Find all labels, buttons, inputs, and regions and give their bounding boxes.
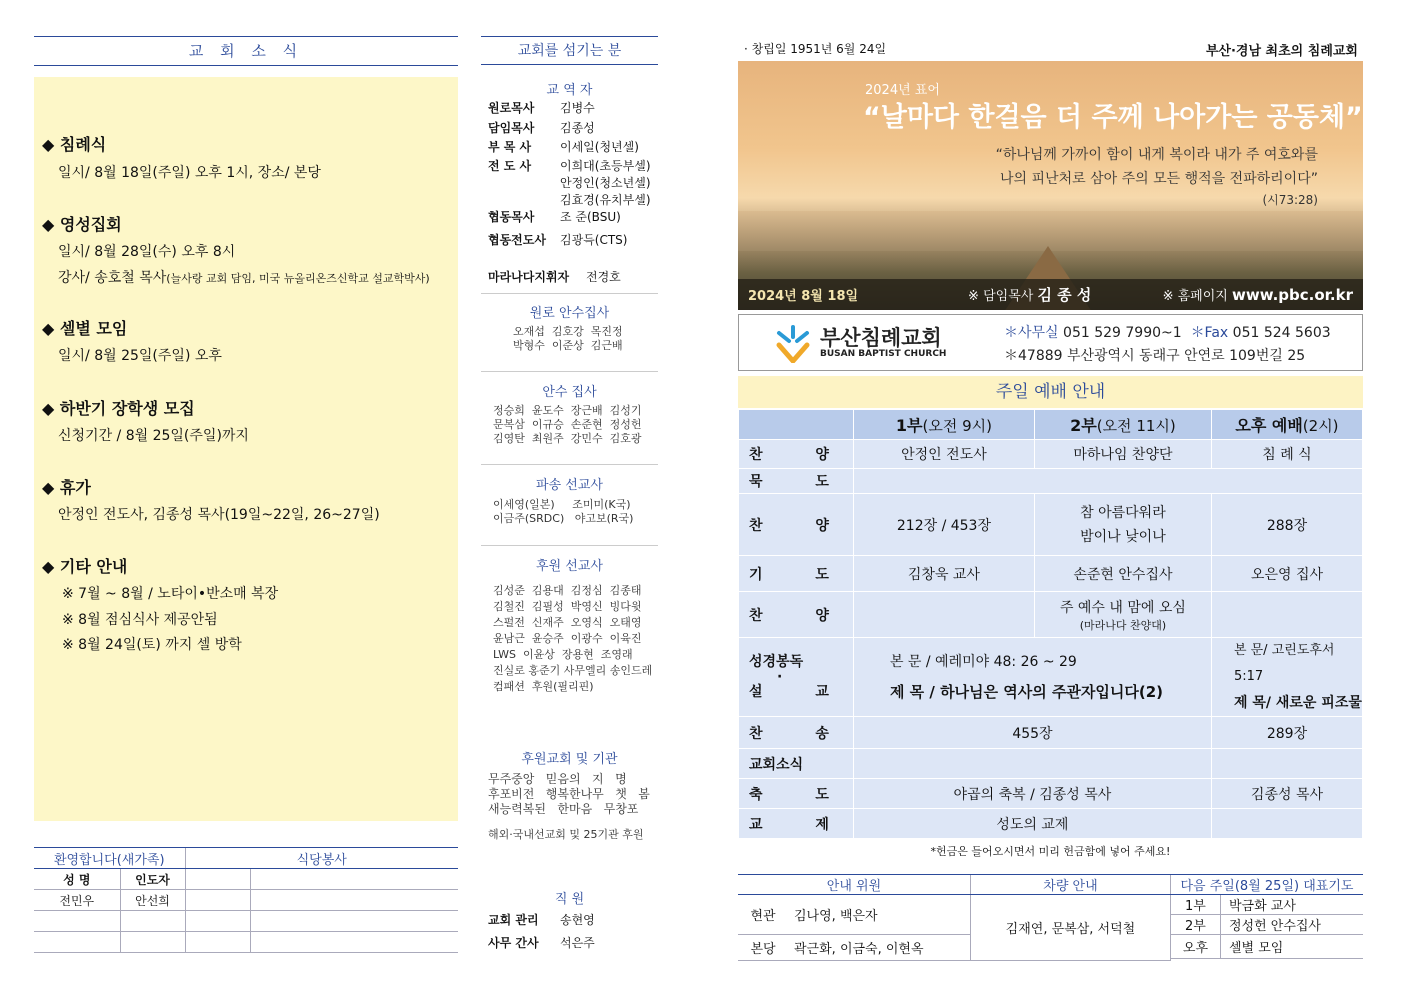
minister-name: 김병수 bbox=[560, 101, 595, 115]
founded-date: · 창립일 1951년 6월 24일 bbox=[744, 42, 887, 56]
prayer-leader: 정성헌 안수집사 bbox=[1220, 915, 1363, 935]
table-row bbox=[739, 779, 1363, 809]
table-row bbox=[34, 911, 458, 932]
usher-names: 김나영, 백은자 bbox=[788, 895, 970, 935]
cell bbox=[1034, 494, 1211, 556]
hymn-line: 밤이나 낮이나 bbox=[1080, 528, 1166, 545]
office-label: ＊사무실 bbox=[1004, 325, 1059, 341]
staff-name: 석은주 bbox=[560, 936, 595, 950]
news-line: 일시/ 8월 18일(주일) 오후 1시, 장소/ 본당 bbox=[58, 165, 321, 181]
bulletin-date: 2024년 8월 18일 bbox=[748, 289, 859, 304]
prayer-leader: 박금화 교사 bbox=[1220, 895, 1363, 915]
pm-sermon-title: 제 목/ 새로운 피조물 bbox=[1233, 695, 1362, 711]
minister-row bbox=[488, 157, 651, 174]
welcome-table bbox=[34, 847, 458, 953]
church-news-title: 교 회 소 식 bbox=[34, 36, 458, 66]
scripture-text: 본 문 / 예레미야 48: 26 ~ 29 bbox=[889, 654, 1077, 670]
row-label: 찬 양 bbox=[739, 440, 854, 469]
homepage-url[interactable]: www.pbc.or.kr bbox=[1231, 286, 1353, 304]
news-heading-other: ◆ 기타 안내 bbox=[42, 557, 128, 576]
support-org-title: 후원교회 및 기관 bbox=[521, 752, 618, 767]
service-pm-name: 오후 예배 bbox=[1235, 416, 1303, 435]
minister-name: 김광득(CTS) bbox=[560, 233, 628, 247]
prayer-title: 다음 주일(8월 25일) 대표기도 bbox=[1170, 875, 1363, 895]
cell: 289장 bbox=[1211, 717, 1362, 749]
elder-deacon-names: 오재섭 김호강 목진정 박형수 이준상 김근배 bbox=[513, 325, 623, 352]
newcomer-name: 전민우 bbox=[34, 890, 120, 911]
pm-scripture: 본 문/ 고린도후서 5:17 bbox=[1233, 643, 1335, 684]
staff-role: 교회 관리 bbox=[488, 913, 539, 927]
welcome-title: 환영합니다(새가족) bbox=[34, 848, 185, 869]
sent-missionary-title: 파송 선교사 bbox=[536, 478, 603, 493]
divider bbox=[481, 371, 658, 372]
news-heading-revival: ◆ 영성집회 bbox=[42, 215, 122, 234]
church-slogan: 부산·경남 최초의 침례교회 bbox=[1205, 44, 1358, 59]
minister-role: 부 목 사 bbox=[488, 140, 532, 154]
service-1-time: (오전 9시) bbox=[922, 417, 992, 435]
ministers-title: 교 역 자 bbox=[546, 83, 593, 98]
cell: 김종성 목사 bbox=[1211, 779, 1362, 809]
senior-pastor bbox=[968, 284, 1091, 305]
banner-info-bar bbox=[738, 279, 1363, 310]
minister-role: 담임목사 bbox=[488, 121, 535, 135]
table-row bbox=[739, 749, 1363, 779]
minister-role: 전 도 사 bbox=[488, 159, 532, 173]
church-logo-icon bbox=[773, 323, 813, 363]
news-line: 일시/ 8월 28일(수) 오후 8시 bbox=[58, 244, 236, 260]
church-name: 부산침례교회 bbox=[820, 326, 942, 350]
support-org-names: 무주중앙 믿음의 지 명 후포비전 행복한나무 챗 봄 새능력복된 한마음 무창포 bbox=[488, 772, 650, 816]
offering-note: *헌금은 들어오시면서 미리 헌금함에 넣어 주세요! bbox=[930, 845, 1171, 858]
support-missionary-title: 후원 선교사 bbox=[536, 559, 603, 574]
table-row bbox=[739, 494, 1363, 556]
office-phone: 051 529 7990~1 bbox=[1063, 325, 1182, 341]
row-label: 교회소식 bbox=[739, 749, 854, 779]
cell: 손준현 안수집사 bbox=[1034, 556, 1211, 592]
table-row bbox=[34, 890, 458, 911]
row-label: 묵 도 bbox=[739, 469, 854, 494]
office-contact bbox=[1004, 322, 1331, 342]
service-pm-time: (2시) bbox=[1302, 417, 1339, 435]
prayer-service: 1부 bbox=[1170, 895, 1220, 915]
cell: 야곱의 축복 / 김종성 목사 bbox=[853, 779, 1211, 809]
table-row bbox=[739, 556, 1363, 592]
table-row bbox=[739, 638, 1363, 717]
motto-banner bbox=[738, 61, 1363, 310]
minister-role bbox=[488, 174, 560, 191]
worship-guide-title: 주일 예배 안내 bbox=[738, 376, 1363, 408]
motto-verse bbox=[978, 143, 1318, 191]
minister-row bbox=[488, 174, 651, 191]
choir-director-label: 마라나다지휘자 bbox=[488, 270, 570, 284]
news-line-speaker bbox=[58, 267, 430, 287]
worship-table bbox=[738, 409, 1363, 839]
row-label: 찬 양 bbox=[739, 592, 854, 638]
hymn-line: 참 아름다워라 bbox=[1080, 504, 1166, 521]
minister-name: 이세일(청년셀) bbox=[560, 140, 639, 154]
church-news-box bbox=[34, 77, 458, 821]
table-row bbox=[34, 932, 458, 953]
service-2-name: 2부 bbox=[1070, 416, 1097, 435]
sermon-title: 제 목 / 하나님은 역사의 주관자입니다(2) bbox=[889, 683, 1164, 701]
minister-row bbox=[488, 119, 595, 136]
minister-name: 안정인(청소년셀) bbox=[560, 176, 651, 190]
pastor-label: ※ 담임목사 bbox=[968, 289, 1034, 304]
support-missionary-names: 김성준 김용대 김정심 김종태 김철진 김필성 박영신 빙다윗 스펄전 신재주 오영식 오태영 윤남근 윤승주 이광수 이육진 LWS 이윤상 장용현 조영래 진실로 홍준기 사무엘리 송인드레 컴패션 후원(필리핀) bbox=[493, 584, 653, 693]
news-heading-vacation: ◆ 휴가 bbox=[42, 478, 91, 497]
pm-sermon-cell bbox=[1211, 638, 1362, 717]
col-name: 성 명 bbox=[34, 869, 120, 890]
cell: 마하나임 찬양단 bbox=[1034, 440, 1211, 469]
service-2-time: (오전 11시) bbox=[1096, 417, 1176, 435]
row-label: 찬 송 bbox=[739, 717, 854, 749]
news-line: 신청기간 / 8월 25일(주일)까지 bbox=[58, 428, 249, 444]
church-info-card bbox=[738, 314, 1363, 371]
minister-name: 조 준(BSU) bbox=[560, 210, 621, 224]
car-names: 김재연, 문복삼, 서덕철 bbox=[970, 895, 1170, 961]
divider bbox=[481, 293, 658, 294]
prayer-service: 2부 bbox=[1170, 915, 1220, 935]
news-heading-scholarship: ◆ 하반기 장학생 모집 bbox=[42, 399, 195, 418]
news-line: ※ 8월 24일(토) 까지 셀 방학 bbox=[62, 637, 242, 653]
sent-missionary-names: 이세영(일본) 조미미(K국) 이금주(SRDC) 야고보(R국) bbox=[493, 498, 634, 525]
news-line: ※ 7월 ~ 8월 / 노타이•반소매 복장 bbox=[62, 586, 279, 602]
cell: 김창욱 교사 bbox=[853, 556, 1034, 592]
service-2-header bbox=[1034, 410, 1211, 440]
staff-title: 직 원 bbox=[554, 892, 585, 907]
minister-role bbox=[488, 191, 560, 208]
usher-names: 곽근화, 이금숙, 이현옥 bbox=[788, 935, 970, 961]
verse-line-1: “하나님께 가까이 함이 내게 복이라 내가 주 여호와를 bbox=[995, 147, 1318, 163]
row-label: 찬 양 bbox=[739, 494, 854, 556]
minister-row bbox=[488, 208, 621, 225]
staff-name: 송현영 bbox=[560, 913, 595, 927]
fax-number: 051 524 5603 bbox=[1232, 325, 1331, 341]
minister-role: 원로목사 bbox=[488, 101, 535, 115]
prayer-service: 오후 bbox=[1170, 935, 1220, 959]
church-english-name: BUSAN BAPTIST CHURCH bbox=[820, 349, 947, 359]
motto-text: “날마다 한걸음 더 주께 나아가는 공동체” bbox=[863, 102, 1363, 133]
car-title: 차량 안내 bbox=[970, 875, 1170, 895]
cell: 오은영 집사 bbox=[1211, 556, 1362, 592]
deacon-title: 안수 집사 bbox=[542, 385, 597, 400]
col-guide: 인도자 bbox=[120, 869, 185, 890]
row-label bbox=[739, 638, 854, 717]
table-row bbox=[739, 809, 1363, 839]
cell: 288장 bbox=[1211, 494, 1362, 556]
scripture-label: 성경봉독 bbox=[749, 653, 804, 670]
pastor-name: 김 종 성 bbox=[1037, 286, 1092, 304]
usher-place: 본당 bbox=[738, 935, 788, 961]
cell: 성도의 교제 bbox=[853, 809, 1211, 839]
verse-reference: (시73:28) bbox=[1262, 193, 1318, 207]
news-line: 안정인 전도사, 김종성 목사(19일~22일, 26~27일) bbox=[58, 507, 380, 523]
news-line: ※ 8월 점심식사 제공안됨 bbox=[62, 612, 218, 628]
cell: 침 례 식 bbox=[1211, 440, 1362, 469]
anthem-choir: (마라나다 찬양대) bbox=[1079, 618, 1167, 632]
motto-year: 2024년 표어 bbox=[865, 83, 940, 98]
speaker-name: 강사/ 송호철 목사 bbox=[58, 270, 167, 286]
elder-deacon-title: 원로 안수집사 bbox=[529, 306, 610, 321]
anthem-title: 주 예수 내 맘에 오심 bbox=[1059, 599, 1186, 616]
row-label: 교 제 bbox=[739, 809, 854, 839]
cell bbox=[1034, 592, 1211, 638]
staff-row bbox=[488, 934, 595, 951]
newcomer-guide: 안선희 bbox=[120, 890, 185, 911]
minister-row bbox=[488, 191, 651, 208]
usher-title: 안내 위원 bbox=[738, 875, 970, 895]
homepage bbox=[1163, 285, 1353, 304]
table-row bbox=[738, 895, 1363, 915]
news-line: 일시/ 8월 25일(주일) 오후 bbox=[58, 348, 222, 364]
minister-name: 김종성 bbox=[560, 121, 595, 135]
cell: 212장 / 453장 bbox=[853, 494, 1034, 556]
service-1-name: 1부 bbox=[895, 416, 923, 435]
table-row bbox=[739, 469, 1363, 494]
verse-line-2: 나의 피난처로 삼아 주의 모든 행적을 전파하리이다” bbox=[1000, 171, 1318, 187]
minister-name: 김효경(유치부셀) bbox=[560, 193, 651, 207]
minister-role: 협동전도사 bbox=[488, 233, 546, 247]
service-pm-header bbox=[1211, 410, 1362, 440]
news-heading-cell: ◆ 셀별 모임 bbox=[42, 319, 128, 338]
usher-place: 현관 bbox=[738, 895, 788, 935]
duty-table bbox=[738, 874, 1363, 961]
divider bbox=[481, 464, 658, 465]
homepage-label: ※ 홈페이지 bbox=[1162, 289, 1228, 304]
speaker-note: (늘사랑 교회 담임, 미국 뉴올리온즈신학교 설교학박사) bbox=[166, 272, 430, 285]
row-label: 기 도 bbox=[739, 556, 854, 592]
row-label: 축 도 bbox=[739, 779, 854, 809]
table-row bbox=[739, 440, 1363, 469]
staff-row bbox=[488, 911, 595, 928]
servants-title: 교회를 섬기는 분 bbox=[481, 36, 658, 65]
choir-director-row bbox=[488, 268, 621, 285]
sea-image bbox=[738, 211, 1363, 251]
cell: 455장 bbox=[853, 717, 1211, 749]
sermon-cell bbox=[853, 638, 1211, 717]
minister-role: 협동목사 bbox=[488, 210, 535, 224]
support-org-note: 해외·국내선교회 및 25기관 후원 bbox=[488, 828, 644, 841]
choir-director-name: 전경호 bbox=[586, 270, 621, 284]
sermon-label: 설 교 bbox=[749, 683, 853, 700]
table-row bbox=[739, 592, 1363, 638]
meal-service-title: 식당봉사 bbox=[185, 848, 458, 869]
label-separator: · bbox=[777, 668, 783, 685]
prayer-leader: 셀별 모임 bbox=[1220, 935, 1363, 959]
minister-row bbox=[488, 138, 639, 155]
divider bbox=[481, 545, 658, 546]
news-heading-baptism: ◆ 침례식 bbox=[42, 135, 107, 154]
fax-label: ＊Fax bbox=[1190, 325, 1229, 341]
service-1-header bbox=[853, 410, 1034, 440]
staff-role: 사무 간사 bbox=[488, 936, 539, 950]
cell: 안정인 전도사 bbox=[853, 440, 1034, 469]
minister-row bbox=[488, 99, 595, 116]
deacon-names: 정승희 윤도수 장근배 김성기 문복삼 이규승 손준현 정성헌 김영탄 최원주 강민수 김호광 bbox=[493, 404, 642, 445]
church-address: ＊47889 부산광역시 동래구 안연로 109번길 25 bbox=[1004, 348, 1306, 364]
minister-name: 이희대(초등부셀) bbox=[560, 159, 651, 173]
minister-row bbox=[488, 231, 627, 248]
table-row bbox=[739, 717, 1363, 749]
